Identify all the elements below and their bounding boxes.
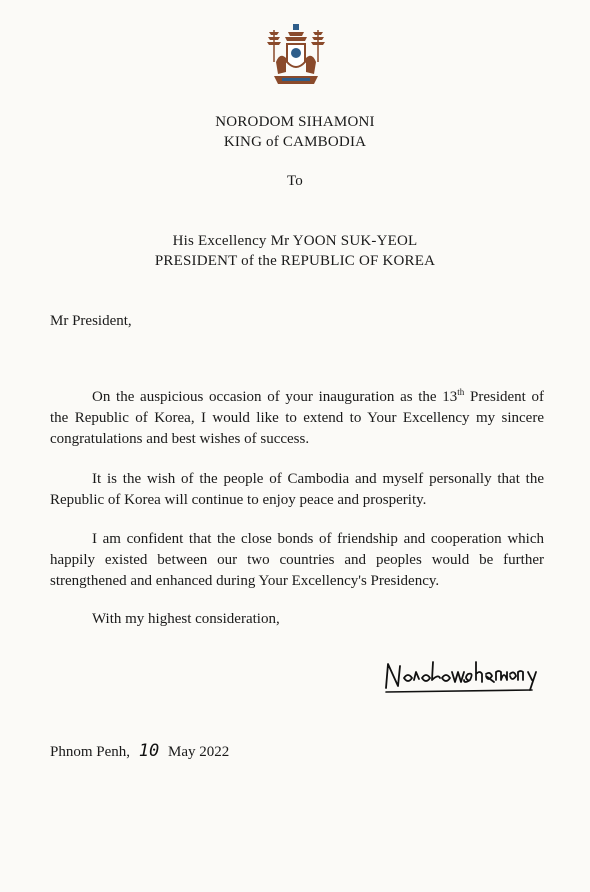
recipient-name: His Excellency Mr YOON SUK-YEOL — [172, 233, 418, 249]
paragraph-wish — [50, 469, 544, 511]
paragraph-inauguration-start: On the auspicious occasion of your inauguration as the 13 — [92, 389, 458, 405]
date-place: Phnom Penh, — [50, 744, 131, 760]
date-day: 10 — [138, 741, 160, 761]
paragraph-friendship — [50, 529, 544, 592]
ordinal-suffix: th — [457, 387, 465, 397]
date-month-year: May 2022 — [168, 744, 230, 760]
closing: With my highest consideration, — [92, 611, 280, 627]
paragraph-friendship-text: I am confident that the close bonds of friendship and cooperation which happily existed between our two countries and peoples would be further strengthened and enhanced during Your Excellency's Presidency. — [50, 531, 544, 589]
sender-title: KING of CAMBODIA — [223, 134, 367, 150]
paragraph-inauguration — [50, 387, 544, 450]
paragraph-inauguration-end: President of the Republic of Korea, I would like to extend to Your Excellency my sincere congratulations and best wishes of success. — [50, 389, 544, 447]
paragraph-wish-text: It is the wish of the people of Cambodia and myself personally that the Republic of Korea will continue to enjoy peace and prosperity. — [50, 471, 544, 508]
date-line — [50, 741, 229, 761]
sender-name: NORODOM SIHAMONI — [215, 114, 375, 130]
recipient-title: PRESIDENT of the REPUBLIC OF KOREA — [154, 253, 436, 269]
royal-crest-icon — [262, 22, 330, 90]
to-label: To — [286, 173, 303, 189]
salutation: Mr President, — [50, 313, 132, 329]
signature — [382, 650, 542, 696]
